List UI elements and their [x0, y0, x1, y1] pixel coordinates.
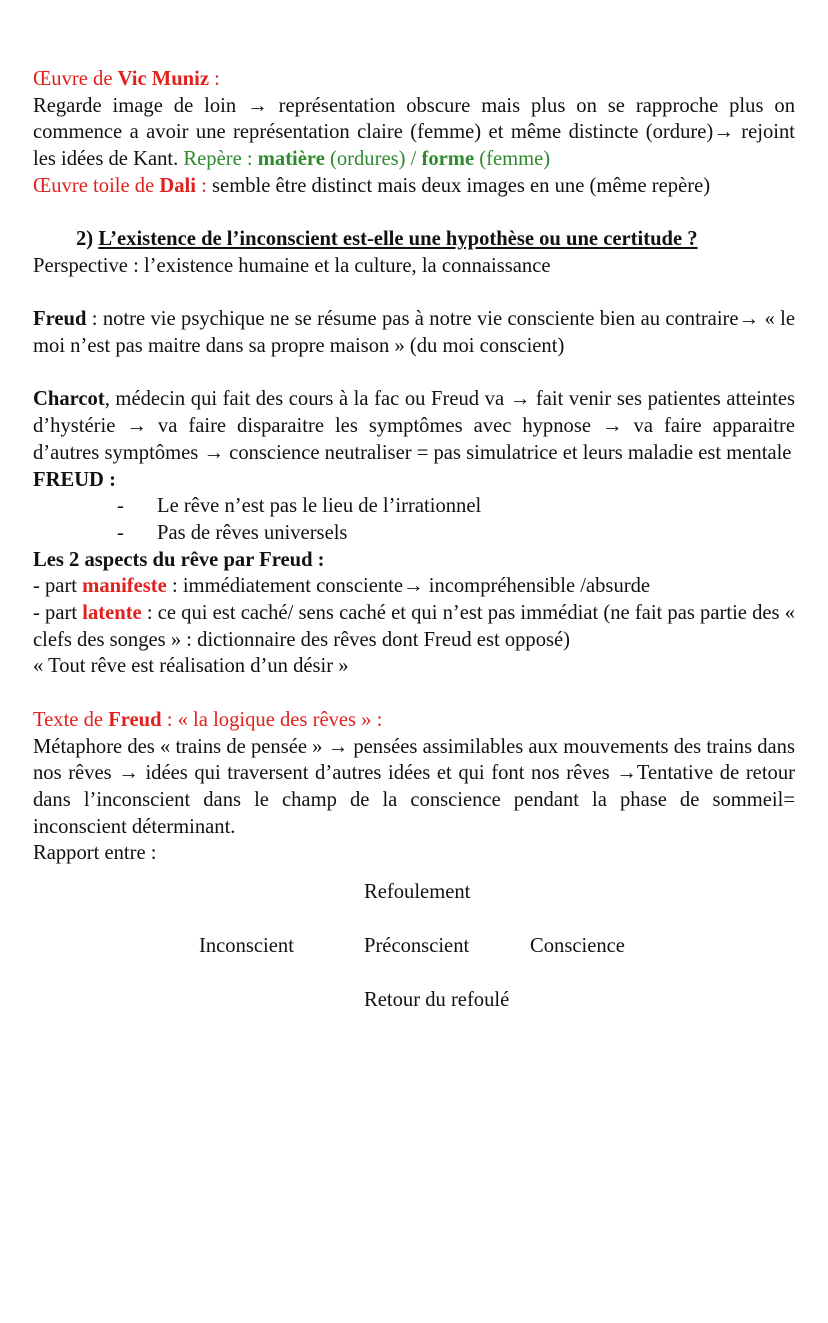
retour-refoule-label: Retour du refoulé	[364, 989, 510, 1012]
vic-muniz-name: Vic Muniz	[117, 68, 209, 90]
dali-line: Œuvre toile de Dali : semble être distinct mais deux images en une (même repère)	[33, 174, 711, 197]
freud-caps-label: FREUD :	[33, 468, 116, 491]
aspects-title: Les 2 aspects du rêve par Freud :	[33, 548, 325, 571]
text-freud-title: Texte de Freud : « la logique des rêves » :	[33, 708, 383, 731]
manifeste-line: - part manifeste : immédiatement consciente→ incompréhensible /absurde	[33, 575, 651, 598]
dali-name: Dali	[159, 174, 197, 197]
freud-paragraph: Freud : notre vie psychique ne se résume pas à notre vie consciente bien au contraire→ « le moi n’est pas maitre dans sa propre maison » (du moi conscient)	[33, 308, 795, 357]
refoulement-label: Refoulement	[364, 881, 471, 904]
document-page	[33, 66, 795, 1029]
charcot-paragraph: Charcot, médecin qui fait des cours à la fac ou Freud va → fait venir ses patientes atteintes d’hystérie → va faire disparaitre les symptômes avec hypnose → va faire apparaitre d’autres symptômes → conscience neutraliser = pas simulatrice et leurs maladie est mentale	[33, 388, 795, 464]
list-item: - Le rêve n’est pas le lieu de l’irrationnel	[117, 495, 482, 518]
list-item: - Pas de rêves universels	[117, 521, 348, 544]
preconscient-label: Préconscient	[364, 935, 470, 958]
rapport-line: Rapport entre :	[33, 842, 157, 865]
vic-muniz-paragraph: Regarde image de loin → représentation obscure mais plus on se rapproche plus on commence a avoir une représentation claire (femme) et même distincte (ordure)→ rejoint les idées de Kant. Repère : matière (ordures) / forme (femme)	[33, 94, 795, 171]
latente-paragraph: - part latente : ce qui est caché/ sens caché et qui n’est pas immédiat (ne fait pas partie des « clefs des songes » : dictionnaire des rêves dont Freud est opposé)	[33, 602, 796, 651]
section-heading: 2) L’existence de l’inconscient est-elle une hypothèse ou une certitude ?	[76, 228, 698, 251]
trains-paragraph: Métaphore des « trains de pensée » → pensées assimilables aux mouvements des trains dans nos rêves → idées qui traversent d’autres idées et qui font nos rêves →Tentative de retour dans l’inconscient dans le champ de la conscience pendant la phase de sommeil= inconscient déterminant.	[33, 735, 795, 838]
inconscient-label: Inconscient	[199, 935, 294, 958]
conscience-label: Conscience	[530, 935, 625, 958]
desire-quote: « Tout rêve est réalisation d’un désir »	[33, 655, 349, 678]
vic-muniz-title: Œuvre de Vic Muniz :	[33, 68, 220, 90]
psyche-diagram	[33, 867, 795, 1029]
perspective-line: Perspective : l’existence humaine et la culture, la connaissance	[33, 254, 551, 277]
